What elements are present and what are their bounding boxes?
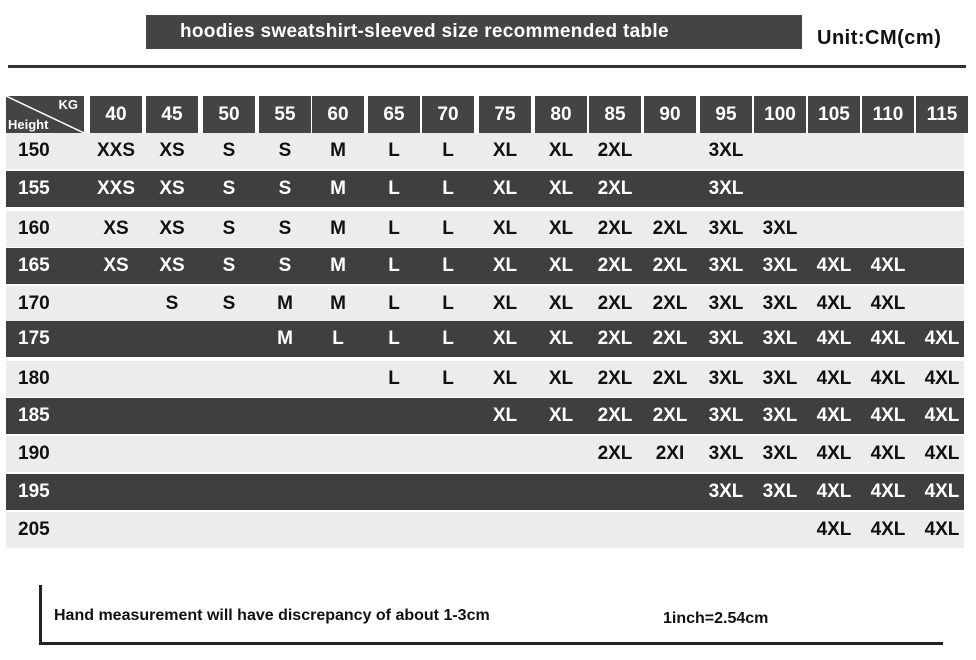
size-cell: S xyxy=(222,218,236,239)
size-cell: 4XL xyxy=(924,519,960,540)
size-cell: 3XL xyxy=(708,443,744,464)
size-cell: XS xyxy=(159,140,185,161)
size-cell: 3XL xyxy=(708,368,744,389)
size-cell: L xyxy=(442,368,454,389)
size-cell: XS xyxy=(103,255,129,276)
height-cell: 195 xyxy=(18,481,50,502)
size-cell: L xyxy=(388,178,400,199)
weight-header-95: 95 xyxy=(700,96,752,133)
size-cell: 2XL xyxy=(597,368,633,389)
height-cell: 190 xyxy=(18,443,50,464)
size-cell: 4XL xyxy=(816,293,852,314)
size-cell: 2XL xyxy=(597,405,633,426)
size-cell: 2XL xyxy=(597,255,633,276)
size-cell: XL xyxy=(548,140,574,161)
size-cell: 2XL xyxy=(597,178,633,199)
size-cell: XL xyxy=(492,293,518,314)
size-cell: L xyxy=(442,178,454,199)
size-cell: XL xyxy=(492,405,518,426)
size-cell: XL xyxy=(492,218,518,239)
weight-header-40: 40 xyxy=(90,96,142,133)
height-cell: 180 xyxy=(18,368,50,389)
size-cell: XS xyxy=(159,218,185,239)
table-row xyxy=(6,171,964,207)
size-cell: M xyxy=(330,293,346,314)
size-cell: L xyxy=(388,140,400,161)
inch-conversion: 1inch=2.54cm xyxy=(663,610,769,627)
size-cell: 4XL xyxy=(924,368,960,389)
size-cell: 4XL xyxy=(870,328,906,349)
size-cell: XL xyxy=(548,405,574,426)
size-cell: 4XL xyxy=(870,443,906,464)
size-cell: XXS xyxy=(96,140,136,161)
weight-header-50: 50 xyxy=(203,96,255,133)
size-cell: L xyxy=(388,255,400,276)
size-cell: 3XL xyxy=(762,368,798,389)
size-cell: 4XL xyxy=(816,255,852,276)
weight-header-80: 80 xyxy=(535,96,587,133)
weight-header-60: 60 xyxy=(312,96,364,133)
size-cell: XL xyxy=(492,140,518,161)
size-cell: S xyxy=(278,140,292,161)
size-cell: 3XL xyxy=(762,218,798,239)
size-cell: L xyxy=(442,293,454,314)
size-cell: 2XL xyxy=(652,328,688,349)
size-cell: 4XL xyxy=(870,368,906,389)
height-cell: 170 xyxy=(18,293,50,314)
size-cell: 4XL xyxy=(924,481,960,502)
size-cell: 4XL xyxy=(816,519,852,540)
size-cell: 4XL xyxy=(870,255,906,276)
height-cell: 150 xyxy=(18,140,50,161)
size-cell: XXS xyxy=(96,178,136,199)
size-cell: L xyxy=(388,293,400,314)
size-cell: M xyxy=(330,178,346,199)
size-cell: 2XL xyxy=(652,218,688,239)
size-cell: XS xyxy=(159,178,185,199)
size-cell: L xyxy=(442,140,454,161)
size-cell: 4XL xyxy=(816,481,852,502)
size-cell: M xyxy=(330,218,346,239)
height-axis-label: Height xyxy=(8,117,49,132)
size-cell: 2XL xyxy=(597,293,633,314)
size-cell: 3XL xyxy=(762,481,798,502)
size-cell: S xyxy=(222,293,236,314)
size-cell: XL xyxy=(548,178,574,199)
table-row xyxy=(6,474,964,510)
size-cell: S xyxy=(278,255,292,276)
size-cell: L xyxy=(332,328,344,349)
size-cell: S xyxy=(222,140,236,161)
weight-header-110: 110 xyxy=(862,96,914,133)
size-cell: M xyxy=(330,255,346,276)
table-row xyxy=(6,286,964,322)
size-cell: 4XL xyxy=(924,405,960,426)
size-cell: 2XL xyxy=(652,368,688,389)
size-cell: S xyxy=(222,255,236,276)
weight-header-90: 90 xyxy=(644,96,696,133)
size-cell: S xyxy=(165,293,179,314)
size-cell: XL xyxy=(492,178,518,199)
size-cell: 3XL xyxy=(708,178,744,199)
size-cell: L xyxy=(442,218,454,239)
weight-header-115: 115 xyxy=(916,96,968,133)
size-cell: 4XL xyxy=(816,368,852,389)
table-title: hoodies sweatshirt-sleeved size recommended table xyxy=(146,15,802,49)
table-row xyxy=(6,321,964,357)
size-cell: M xyxy=(277,293,293,314)
size-cell: 2XL xyxy=(597,140,633,161)
table-row xyxy=(6,133,964,169)
size-cell: M xyxy=(277,328,293,349)
table-row xyxy=(6,398,964,434)
height-cell: 175 xyxy=(18,328,50,349)
size-cell: XS xyxy=(159,255,185,276)
size-cell: L xyxy=(388,328,400,349)
title-divider xyxy=(8,65,966,68)
size-cell: 3XL xyxy=(762,328,798,349)
size-cell: 3XL xyxy=(762,293,798,314)
table-row xyxy=(6,361,964,397)
size-cell: 3XL xyxy=(762,443,798,464)
weight-header-100: 100 xyxy=(754,96,806,133)
size-cell: M xyxy=(330,140,346,161)
size-cell: 2XL xyxy=(597,218,633,239)
size-cell: 4XL xyxy=(870,293,906,314)
header-corner-cell xyxy=(6,96,84,133)
measurement-note: Hand measurement will have discrepancy of about 1-3cm xyxy=(54,607,490,624)
size-cell: XL xyxy=(548,368,574,389)
size-cell: 4XL xyxy=(924,443,960,464)
size-cell: XL xyxy=(548,328,574,349)
height-cell: 185 xyxy=(18,405,50,426)
table-row xyxy=(6,436,964,472)
size-cell: S xyxy=(222,178,236,199)
weight-axis-label: KG xyxy=(58,97,78,112)
size-cell: XL xyxy=(548,255,574,276)
size-cell: 4XL xyxy=(816,405,852,426)
size-cell: 4XL xyxy=(870,481,906,502)
size-cell: L xyxy=(388,368,400,389)
size-cell: 2XI xyxy=(655,443,685,464)
size-cell: 3XL xyxy=(708,405,744,426)
size-cell: L xyxy=(442,328,454,349)
size-cell: 3XL xyxy=(762,405,798,426)
size-cell: XL xyxy=(492,328,518,349)
table-row xyxy=(6,211,964,247)
weight-header-65: 65 xyxy=(368,96,420,133)
size-cell: S xyxy=(278,178,292,199)
weight-header-55: 55 xyxy=(259,96,311,133)
size-cell: 2XL xyxy=(652,255,688,276)
size-cell: 4XL xyxy=(924,328,960,349)
weight-header-85: 85 xyxy=(589,96,641,133)
size-cell: 2XL xyxy=(652,293,688,314)
weight-header-105: 105 xyxy=(808,96,860,133)
size-cell: S xyxy=(278,218,292,239)
table-row xyxy=(6,248,964,284)
size-cell: XL xyxy=(492,255,518,276)
size-cell: 2XL xyxy=(597,328,633,349)
size-cell: 3XL xyxy=(708,293,744,314)
height-cell: 205 xyxy=(18,519,50,540)
size-cell: 4XL xyxy=(816,443,852,464)
size-cell: 4XL xyxy=(870,519,906,540)
size-cell: 4XL xyxy=(816,328,852,349)
size-cell: 3XL xyxy=(708,328,744,349)
size-cell: 3XL xyxy=(708,140,744,161)
height-cell: 160 xyxy=(18,218,50,239)
size-cell: L xyxy=(442,255,454,276)
size-cell: L xyxy=(388,218,400,239)
size-cell: XL xyxy=(548,293,574,314)
size-cell: XS xyxy=(103,218,129,239)
table-row xyxy=(6,512,964,548)
size-cell: 3XL xyxy=(762,255,798,276)
size-cell: 3XL xyxy=(708,481,744,502)
weight-header-45: 45 xyxy=(146,96,198,133)
height-cell: 165 xyxy=(18,255,50,276)
size-cell: XL xyxy=(492,368,518,389)
weight-header-70: 70 xyxy=(422,96,474,133)
size-cell: 3XL xyxy=(708,255,744,276)
size-cell: 4XL xyxy=(870,405,906,426)
weight-header-75: 75 xyxy=(479,96,531,133)
unit-label: Unit:CM(cm) xyxy=(817,27,942,49)
size-cell: 2XL xyxy=(597,443,633,464)
size-cell: 2XL xyxy=(652,405,688,426)
height-cell: 155 xyxy=(18,178,50,199)
size-cell: 3XL xyxy=(708,218,744,239)
size-cell: XL xyxy=(548,218,574,239)
